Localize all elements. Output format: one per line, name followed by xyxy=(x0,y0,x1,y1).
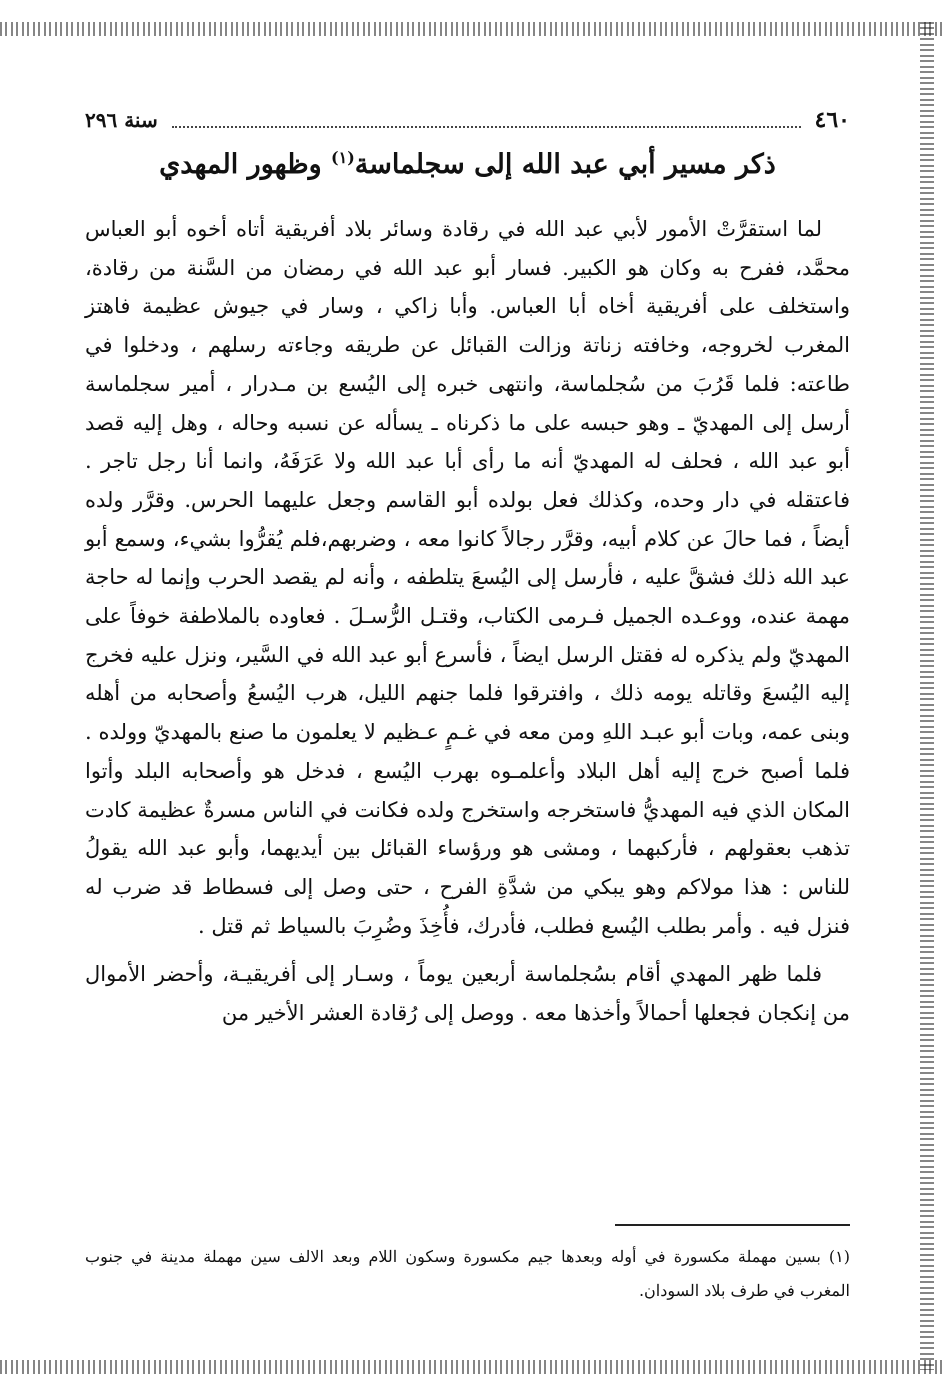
section-title-end: وظهور المهدي xyxy=(159,149,322,180)
body-text xyxy=(85,210,850,1033)
page-number: ٤٦٠ xyxy=(814,107,850,133)
decorative-border-bottom xyxy=(0,1360,942,1374)
running-header xyxy=(85,100,850,140)
decorative-border-top xyxy=(0,22,942,36)
header-dot-leader xyxy=(172,112,801,128)
page-content xyxy=(85,100,850,1340)
section-title-text: ذكر مسير أبي عبد الله إلى سجلماسة xyxy=(354,149,776,180)
footnote: (١) بسين مهملة مكسورة في أوله وبعدها جيم مكسورة وسكون اللام وبعد الالف سين مهملة مدينة في جنوب المغرب في طرف بلاد السودان. xyxy=(85,1247,850,1300)
footnote-separator xyxy=(615,1224,850,1226)
section-title xyxy=(85,148,850,180)
decorative-border-right xyxy=(920,22,934,1370)
header-year: سنة ٢٩٦ xyxy=(85,108,158,132)
paragraph-1: لما استقرَّتْ الأمور لأبي عبد الله في رقادة وسائر بلاد أفريقية أتاه أخوه أبو العباس محمَّد، ففرح به وكان هو الكبير. فسار أبو عبد الله في رمضان من السَّنة من رقادة، واستخلف على أفريقية أخاه أبا العباس. وأبا زاكي ، وسار في جيوش عظيمة فاهتز المغرب لخروجه، وخافته زناتة وزالت القبائل عن طريقه وجاءته رسلهم ، ودخلوا في طاعته: فلما قَرُبَ من سُجلماسة، وانتهى خبره إلى اليُسع بن مـدرار ، أمير سجلماسة أرسل إلى المهديّ ـ وهو حبسه على ما ذكرناه ـ يسأله عن نسبه وحاله ، وهل إليه قصد أبو عبد الله ، فحلف له المهديّ أنه ما رأى أبا عبد الله ولا عَرَفَهُ، وانما أنا رجل تاجر . فاعتقله في دار وحده، وكذلك فعل بولده أبو القاسم وجعل عليهما الحرس. وقرَّر ولده أيضاً ، فما حالَ عن كلام أبيه، وقرَّر رجالاً كانوا معه ، وضربهم،فلم يُقرُّوا بشيء، وسمع أبو عبد الله ذلك فشقَّ عليه ، فأرسل إلى اليُسعَ يتلطفه ، وأنه لم يقصد الحرب وإنما له حاجة مهمة عنده، ووعـده الجميل فـرمى الكتاب، وقتـل الرُّسـلَ . فعاوده بالملاطفة خوفاً على المهديّ ولم يذكره له فقتل الرسل ايضاً ، فأسرع أبو عبد الله في السَّير، ونزل عليه فخرج إليه اليُسعَ وقاتله يومه ذلك ، وافترقوا فلما جنهم الليل، هرب اليُسعُ وأصحابه من أهله وبنى عمه، وبات أبو عبـد اللهِ ومن معه في غـمٍ عـظيم لا يعلمون ما صنع بالمهديّ وولده . فلما أصبح خرج إليه أهل البلاد وأعلمـوه بهرب اليُسع ، فدخل هو وأصحابه البلد وأتوا المكان الذي فيه المهديُّ فاستخرجه واستخرج ولده فكانت في الناس مسرةٌ عظيمة كادت تذهب بعقولهم ، فأركبهما ، ومشى هو ورؤساء القبائل بين أيديهما، وأبو عبد الله يقولُ للناس : هذا مولاكم وهو يبكي من شدَّةِ الفرح ، حتى وصل إلى فسطاط قد ضرب له فنزل فيه . وأمر بطلب اليُسع فطلب، فأدرك، فأُخِذَ وضُرِبَ بالسياط ثم قتل . xyxy=(85,217,850,938)
paragraph-2: فلما ظهر المهدي أقام بسُجلماسة أربعين يوماً ، وسـار إلى أفريقيـة، وأحضر الأموال من إنكجان فجعلها أحمالاً وأخذها معه . ووصل إلى رُقادة العشر الأخير من xyxy=(85,962,850,1026)
title-footnote-marker: (١) xyxy=(331,148,355,167)
